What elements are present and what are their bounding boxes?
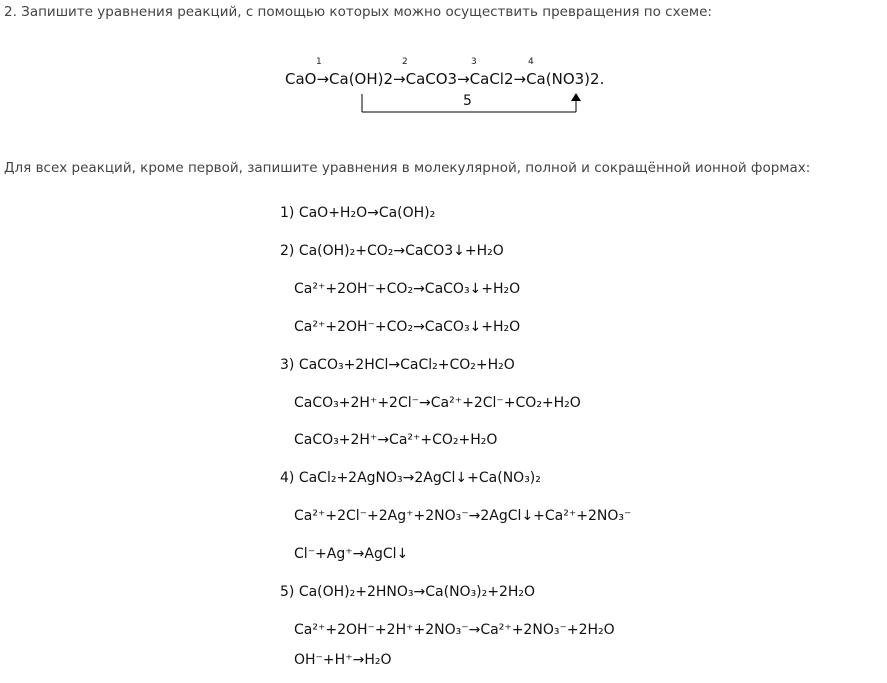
scheme-step-number-4: 4 xyxy=(528,57,534,67)
equation-4-short-ionic: Cl⁻+Ag⁺→AgCl↓ xyxy=(294,546,409,562)
task-heading: 2. Запишите уравнения реакций, с помощью которых можно осуществить превращения по схеме: xyxy=(4,4,712,20)
equation-5-short-ionic: OH⁻+H⁺→H₂O xyxy=(294,652,392,668)
equation-3-short-ionic: CaCO₃+2H⁺→Ca²⁺+CO₂+H₂O xyxy=(294,432,498,448)
equation-5-full-ionic: Ca²⁺+2OH⁻+2H⁺+2NO₃⁻→Ca²⁺+2NO₃⁻+2H₂O xyxy=(294,622,615,638)
scheme-step-number-3: 3 xyxy=(471,57,477,67)
equation-3-molecular: 3) CaCO₃+2HCl→CaCl₂+CO₂+H₂O xyxy=(280,357,515,373)
equation-4-molecular: 4) CaCl₂+2AgNO₃→2AgCl↓+Ca(NO₃)₂ xyxy=(280,470,541,486)
scheme-bypass-number: 5 xyxy=(463,93,472,109)
equation-2-molecular: 2) Ca(OH)₂+CO₂→CaCO3↓+H₂O xyxy=(280,243,504,259)
equation-3-full-ionic: CaCO₃+2H⁺+2Cl⁻→Ca²⁺+2Cl⁻+CO₂+H₂O xyxy=(294,395,581,411)
instruction-text: Для всех реакций, кроме первой, запишите уравнения в молекулярной, полной и сокращённой ионной формах: xyxy=(4,160,811,176)
equation-4-full-ionic: Ca²⁺+2Cl⁻+2Ag⁺+2NO₃⁻→2AgCl↓+Ca²⁺+2NO₃⁻ xyxy=(294,508,632,524)
equation-2-short-ionic: Ca²⁺+2OH⁻+CO₂→CaCO₃↓+H₂O xyxy=(294,319,521,335)
equation-1-molecular: 1) CaO+H₂O→Ca(OH)₂ xyxy=(280,205,436,221)
transformation-scheme: CaO→Ca(OH)2→CaCO3→CaCl2→Ca(NO3)2. xyxy=(285,70,605,88)
equation-5-molecular: 5) Ca(OH)₂+2HNO₃→Ca(NO₃)₂+2H₂O xyxy=(280,584,536,600)
equation-2-full-ionic: Ca²⁺+2OH⁻+CO₂→CaCO₃↓+H₂O xyxy=(294,281,521,297)
scheme-step-number-1: 1 xyxy=(316,57,322,67)
scheme-step-number-2: 2 xyxy=(402,57,408,67)
